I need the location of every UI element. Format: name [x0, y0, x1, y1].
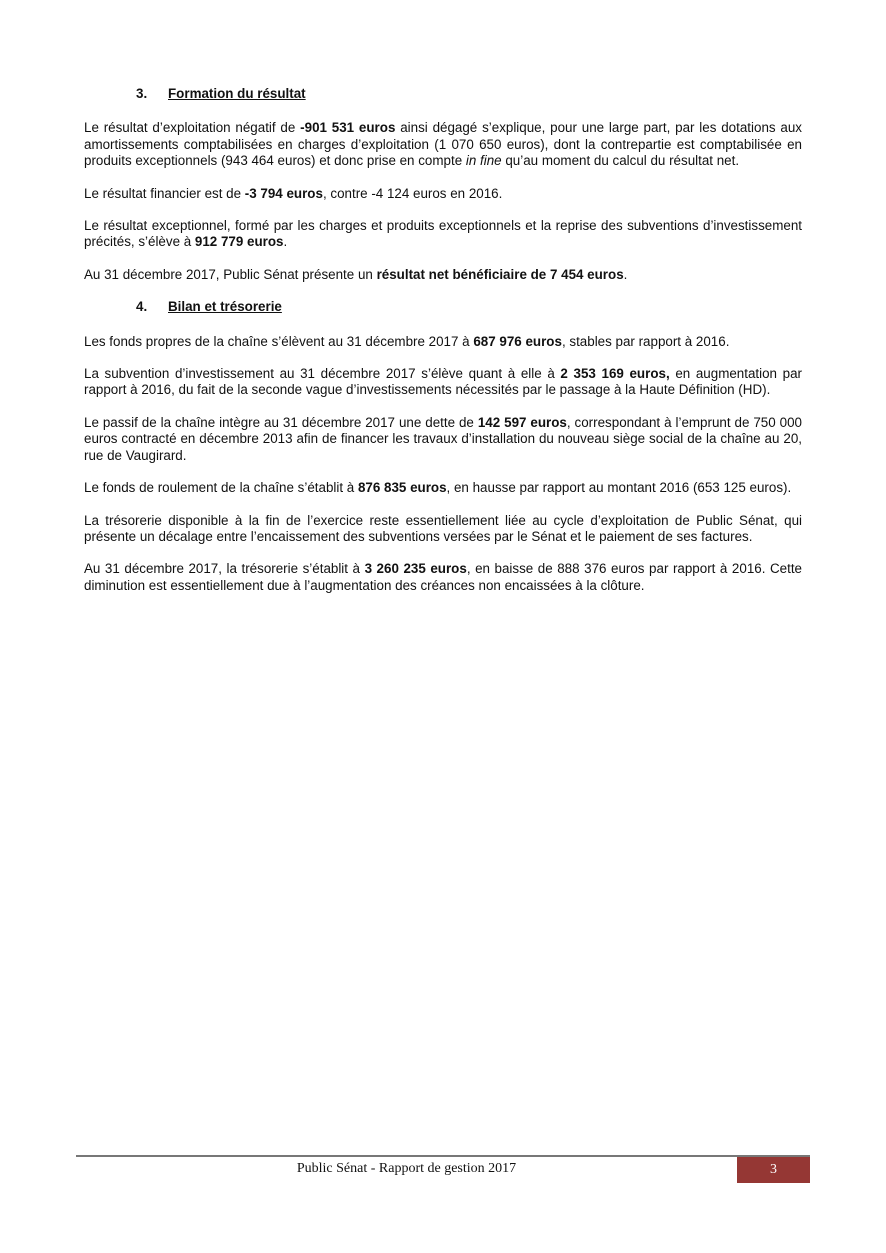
- emphasized-amount: 3 260 235 euros: [364, 561, 467, 577]
- section-title: Bilan et trésorerie: [168, 299, 282, 315]
- text-segment: Le résultat financier est de: [84, 185, 245, 201]
- text-segment: Le résultat exceptionnel, formé par les charges et produits exceptionnels et la reprise des subventions d’investissement précités, s’élève à: [84, 218, 802, 250]
- section-heading: [84, 299, 802, 315]
- emphasized-amount: 912 779 euros: [194, 234, 284, 250]
- text-segment: , contre -4 124 euros en 2016.: [322, 185, 503, 201]
- paragraph: [84, 513, 802, 546]
- emphasized-amount: 2 353 169 euros,: [560, 366, 670, 382]
- paragraph: [84, 561, 802, 594]
- text-segment: .: [623, 266, 628, 282]
- emphasized-amount: 687 976 euros: [473, 333, 562, 349]
- paragraph: [84, 366, 802, 399]
- text-segment: Le passif de la chaîne intègre au 31 décembre 2017 une dette de: [84, 414, 478, 430]
- emphasized-amount: résultat net bénéficiaire de 7 454 euros: [376, 266, 624, 282]
- text-segment: Au 31 décembre 2017, la trésorerie s’établit à: [84, 561, 365, 577]
- paragraph: [84, 267, 802, 283]
- paragraph: [84, 120, 802, 169]
- paragraph: [84, 334, 802, 350]
- text-segment: Le résultat d’exploitation négatif de: [84, 120, 301, 136]
- paragraph: [84, 480, 802, 496]
- text-segment: ainsi dégagé s’explique, pour une large part, par les dotations aux amortissements comptabilisées en charges d’exploitation (1 070 650 euros), dont la contrepartie est comptabilisée en produits exceptionnels (943 464 euros) et donc prise en compte: [84, 120, 802, 169]
- emphasized-amount: -3 794 euros: [244, 185, 323, 201]
- text-segment: .: [283, 234, 288, 250]
- section-title: Formation du résultat: [168, 86, 306, 101]
- text-segment: La subvention d’investissement au 31 décembre 2017 s’élève quant à elle à: [84, 366, 561, 382]
- section-number: 3.: [136, 86, 148, 101]
- text-segment: Les fonds propres de la chaîne s’élèvent au 31 décembre 2017 à: [84, 333, 474, 349]
- paragraph: [84, 218, 802, 251]
- paragraph: [84, 186, 802, 202]
- text-segment: , en hausse par rapport au montant 2016 (653 125 euros).: [446, 480, 792, 496]
- emphasized-amount: 142 597 euros: [477, 414, 567, 430]
- text-segment: in fine: [465, 153, 502, 169]
- text-segment: , correspondant à l’emprunt de 750 000 euros contracté en décembre 2013 afin de financer les travaux d’installation du nouveau siège social de la chaîne au 20, rue de Vaugirard.: [84, 414, 802, 463]
- text-segment: Le fonds de roulement de la chaîne s’établit à: [84, 480, 358, 496]
- footer-divider: [76, 1155, 810, 1157]
- text-segment: Au 31 décembre 2017, Public Sénat présente un: [84, 266, 377, 282]
- footer-title: Public Sénat - Rapport de gestion 2017: [296, 1161, 517, 1176]
- text-segment: en augmentation par rapport à 2016, du fait de la seconde vague d’investissements nécessités par le passage à la Haute Définition (HD).: [84, 366, 802, 398]
- text-segment: qu’au moment du calcul du résultat net.: [501, 153, 740, 169]
- section-heading: [84, 86, 802, 102]
- section-number: 4.: [136, 299, 148, 315]
- page-number: 3: [737, 1157, 810, 1183]
- emphasized-amount: -901 531 euros: [300, 120, 396, 136]
- text-segment: , en baisse de 888 376 euros par rapport à 2016. Cette diminution est essentiellement due à l’augmentation des créances non encaissées à la clôture.: [84, 561, 802, 593]
- emphasized-amount: 876 835 euros: [357, 480, 447, 496]
- paragraph: [84, 415, 802, 464]
- text-segment: , stables par rapport à 2016.: [561, 333, 730, 349]
- text-segment: La trésorerie disponible à la fin de l’exercice reste essentiellement liée au cycle d’exploitation de Public Sénat, qui présente un décalage entre l’encaissement des subventions versées par le Sénat et le paiement de ses factures.: [84, 512, 802, 544]
- document-body: [84, 86, 802, 610]
